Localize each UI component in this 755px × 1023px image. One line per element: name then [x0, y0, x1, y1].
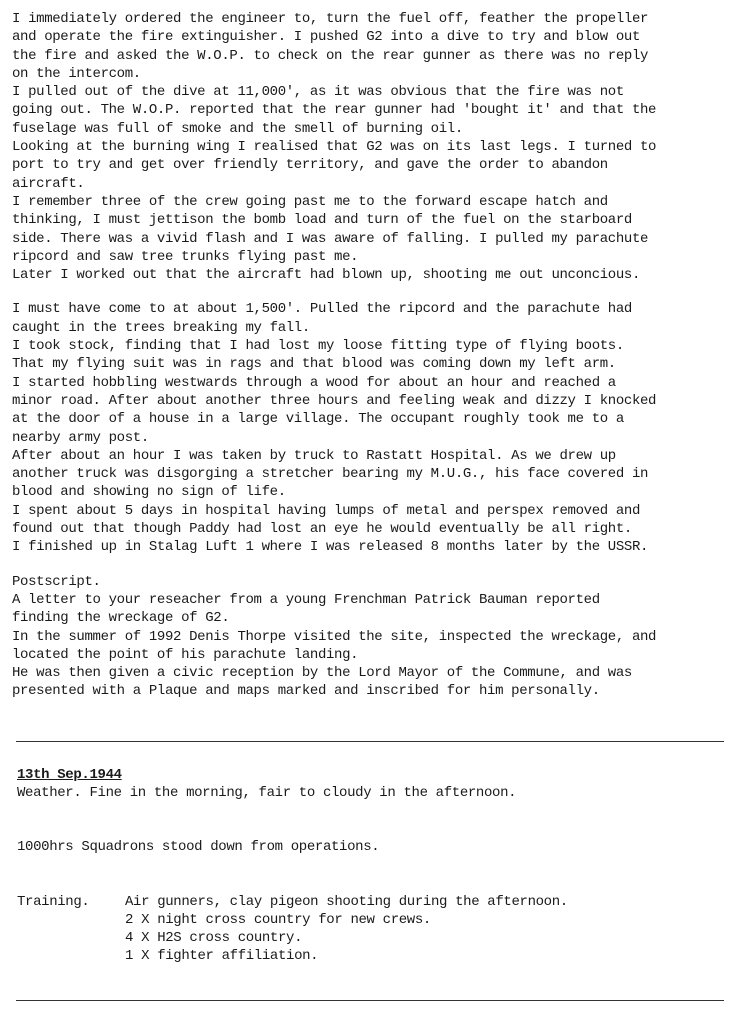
text-line: I spent about 5 days in hospital having lumps of metal and perspex removed and — [12, 502, 641, 519]
training-item: 2 X night cross country for new crews. — [125, 912, 431, 928]
training-item: 4 X H2S cross country. — [125, 930, 303, 946]
text-line: found out that though Paddy had lost an eye he would eventually be all right. — [12, 521, 632, 538]
training-label: Training. — [17, 894, 90, 910]
text-line: port to try and get over friendly territory, and gave the order to abandon — [12, 157, 608, 174]
postscript — [12, 573, 747, 701]
narrative-text — [12, 10, 747, 701]
stand-down-line: 1000hrs Squadrons stood down from operations. — [17, 839, 380, 855]
text-line: I must have come to at about 1,500'. Pulled the ripcord and the parachute had — [12, 301, 632, 318]
text-line: Later I worked out that the aircraft had blown up, shooting me out unconcious. — [12, 267, 641, 284]
section-divider — [16, 1000, 724, 1001]
text-line: and operate the fire extinguisher. I pushed G2 into a dive to try and blow out — [12, 29, 641, 46]
paragraph-gap — [12, 284, 747, 300]
postscript-heading: Postscript. — [12, 573, 101, 590]
text-line: nearby army post. — [12, 429, 149, 446]
section-divider — [16, 741, 724, 742]
paragraph-gap — [12, 557, 747, 573]
training-item: Air gunners, clay pigeon shooting during the afternoon. — [125, 894, 568, 910]
text-line: I remember three of the crew going past me to the forward escape hatch and — [12, 193, 608, 210]
text-line: presented with a Plaque and maps marked and inscribed for him personally. — [12, 683, 600, 700]
paragraph-2 — [12, 300, 747, 556]
text-line: the fire and asked the W.O.P. to check on the rear gunner as there was no reply — [12, 47, 649, 64]
text-line: fuselage was full of smoke and the smell of burning oil. — [12, 120, 463, 137]
diary-entry — [17, 766, 737, 965]
text-line: on the intercom. — [12, 65, 141, 82]
text-line: caught in the trees breaking my fall. — [12, 319, 310, 336]
text-line: I started hobbling westwards through a wood for about an hour and reached a — [12, 374, 616, 391]
training-item: 1 X fighter affiliation. — [125, 948, 319, 964]
text-line: thinking, I must jettison the bomb load and turn of the fuel on the starboard — [12, 212, 632, 229]
text-line: He was then given a civic reception by the Lord Mayor of the Commune, and was — [12, 665, 632, 682]
text-line: In the summer of 1992 Denis Thorpe visited the site, inspected the wreckage, and — [12, 628, 657, 645]
text-line: blood and showing no sign of life. — [12, 484, 286, 501]
text-line: ripcord and saw tree trunks flying past me. — [12, 248, 359, 265]
text-line: I finished up in Stalag Luft 1 where I was released 8 months later by the USSR. — [12, 539, 649, 556]
text-line: Looking at the burning wing I realised that G2 was on its last legs. I turned to — [12, 139, 657, 156]
training-block — [17, 893, 737, 965]
text-line: going out. The W.O.P. reported that the rear gunner had 'bought it' and that the — [12, 102, 657, 119]
text-line: I immediately ordered the engineer to, turn the fuel off, feather the propeller — [12, 11, 649, 27]
entry-date: 13th Sep.1944 — [17, 767, 122, 783]
text-line: I pulled out of the dive at 11,000', as it was obvious that the fire was not — [12, 84, 624, 101]
weather-line: Weather. Fine in the morning, fair to cloudy in the afternoon. — [17, 785, 517, 801]
text-line: finding the wreckage of G2. — [12, 610, 230, 627]
training-list — [125, 893, 568, 965]
text-line: at the door of a house in a large village. The occupant roughly took me to a — [12, 411, 624, 428]
text-line: another truck was disgorging a stretcher bearing my M.U.G., his face covered in — [12, 466, 649, 483]
text-line: minor road. After about another three hours and feeling weak and dizzy I knocked — [12, 392, 657, 409]
spacer — [17, 802, 737, 838]
text-line: A letter to your reseacher from a young Frenchman Patrick Bauman reported — [12, 591, 600, 608]
text-line: That my flying suit was in rags and that blood was coming down my left arm. — [12, 356, 616, 373]
paragraph-1 — [12, 10, 747, 284]
text-line: I took stock, finding that I had lost my loose fitting type of flying boots. — [12, 338, 624, 355]
text-line: side. There was a vivid flash and I was aware of falling. I pulled my parachute — [12, 230, 649, 247]
spacer — [17, 856, 737, 893]
text-line: located the point of his parachute landing. — [12, 646, 359, 663]
text-line: After about an hour I was taken by truck to Rastatt Hospital. As we drew up — [12, 447, 616, 464]
text-line: aircraft. — [12, 175, 85, 192]
